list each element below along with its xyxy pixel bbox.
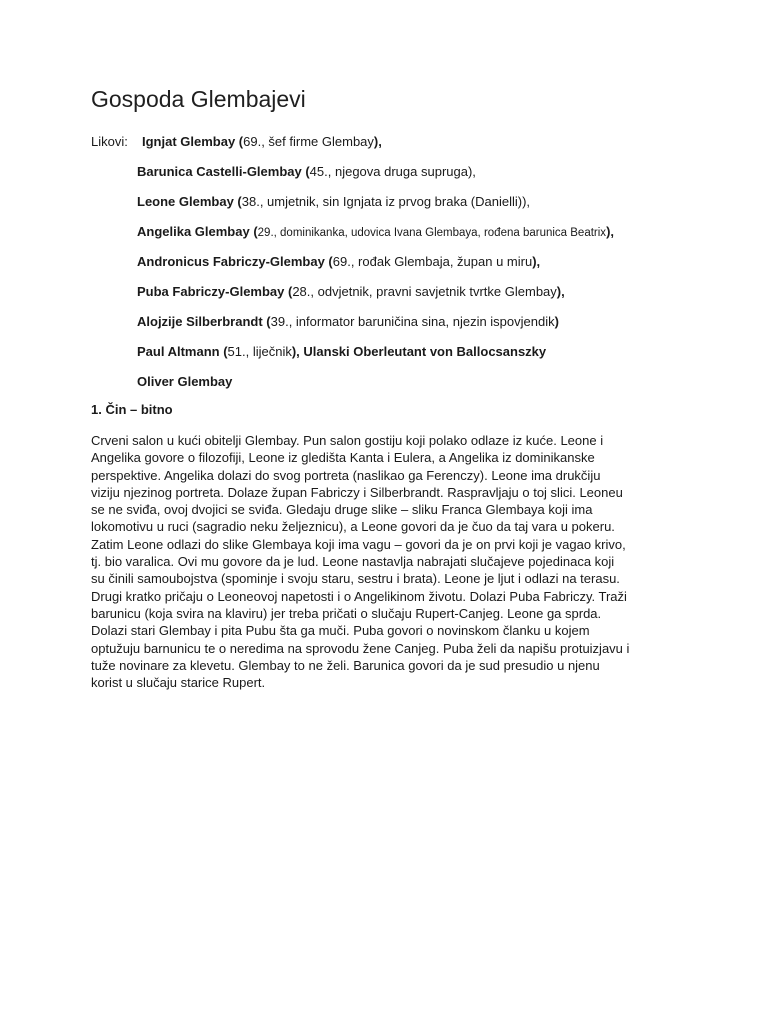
character-name: Alojzije Silberbrandt ( <box>137 314 271 329</box>
character-row <box>91 133 731 163</box>
character-entry <box>137 283 565 301</box>
paragraph-line: Crveni salon u kući obitelji Glembay. Pun salon gostiju koji polako odlaze iz kuće. Leone i <box>91 433 604 448</box>
paragraph-line: Drugi kratko pričaju o Leoneovoj napetosti i o Angelikinom životu. Dolazi Puba Fabriczy. Traži <box>91 588 627 604</box>
character-list <box>91 133 731 403</box>
character-row <box>91 163 731 193</box>
character-row <box>91 283 731 313</box>
character-entry <box>137 163 476 181</box>
character-row <box>91 373 731 403</box>
character-entry <box>137 193 530 211</box>
paragraph-line: tuže novinare za klevetu. Glembay to ne želi. Barunica govori da je sud presudio u njenu <box>91 657 600 673</box>
character-detail: 69., rođak Glembaja, župan u miru <box>332 254 533 269</box>
character-entry <box>137 313 559 331</box>
paragraph-line: optužuju barnunicu te o neredima na sprovodu žene Canjeg. Puba želi da napišu protuizjavu i <box>91 640 630 656</box>
body-paragraph <box>91 432 681 691</box>
character-name: Leone Glembay ( <box>137 194 242 209</box>
character-name: Ignjat Glembay ( <box>142 134 244 149</box>
paragraph-line: lokomotivu u ruci (sagradio neku željeznicu), a Leone govori da je čuo da taj vara u pokeru. <box>91 519 615 535</box>
paragraph-line: barunicu (koja svira na klaviru) jer treba pričati o slučaju Rupert-Canjeg. Leone ga sprda. <box>91 605 602 621</box>
character-end: ), <box>532 254 541 269</box>
character-detail: 69., šef firme Glembay <box>243 134 374 149</box>
characters-label: Likovi: <box>91 134 128 149</box>
section-heading: 1. Čin – bitno <box>91 402 173 417</box>
paragraph-line: korist u slučaju starice Rupert. <box>91 675 266 691</box>
document-title: Gospoda Glembajevi <box>91 86 306 112</box>
paragraph-line: viziju njezinog portreta. Dolaze župan Fabriczy i Silberbrandt. Raspravljaju o toj slici. Leoneu <box>91 484 623 500</box>
character-entry <box>137 253 540 271</box>
character-name: Angelika Glembay ( <box>137 224 258 239</box>
character-end: ), Ulanski Oberleutant von Ballocsanszky <box>291 344 547 359</box>
character-end: ) <box>554 314 559 329</box>
character-detail: 51., liječnik <box>227 344 292 359</box>
paragraph-line: Angelika govore o filozofiji, Leone iz gledišta Kanta i Eulera, a Angelika iz dominikanske <box>91 450 595 466</box>
character-entry <box>142 133 382 151</box>
character-name: Barunica Castelli-Glembay ( <box>137 164 310 179</box>
character-row <box>91 253 731 283</box>
character-detail: 28., odvjetnik, pravni savjetnik tvrtke Glembay <box>292 284 557 299</box>
character-row <box>91 313 731 343</box>
paragraph-line: su činili samoubojstva (spominje i svoju staru, sestru i brata). Leone je ljut i odlazi na terasu. <box>91 571 620 587</box>
paragraph-line: se ne sviđa, ovoj dvojici se sviđa. Gledaju druge slike – sliku Franca Glembaya koji ima <box>91 502 593 518</box>
character-detail: 39., informator baruničina sina, njezin ispovjendik <box>270 314 555 329</box>
paragraph-line: perspektive. Angelika dolazi do svog portreta (naslikao ga Ferenczy). Leone ima drukčiju <box>91 467 601 483</box>
paragraph-line: tj. bio varalica. Ovi mu govore da je lud. Leone nastavlja nabrajati slučajeve pojedinaca koji <box>91 554 615 570</box>
character-row <box>91 223 731 253</box>
character-end: ), <box>606 224 615 239</box>
character-name: Puba Fabriczy-Glembay ( <box>137 284 293 299</box>
character-name: Paul Altmann ( <box>137 344 228 359</box>
character-entry <box>137 343 546 361</box>
character-entry <box>137 373 232 391</box>
character-end: ), <box>373 134 382 149</box>
character-detail: 38., umjetnik, sin Ignjata iz prvog braka (Danielli)), <box>241 194 531 209</box>
paragraph-line: Dolazi stari Glembay i pita Pubu šta ga muči. Puba govori o novinskom članku u kojem <box>91 623 590 639</box>
character-row <box>91 193 731 223</box>
character-detail: 45., njegova druga supruga), <box>309 164 476 179</box>
character-row <box>91 343 731 373</box>
character-name: Oliver Glembay <box>137 374 233 389</box>
character-entry <box>137 223 614 242</box>
character-detail: 29., dominikanka, udovica Ivana Glembaya, rođena barunica Beatrix <box>257 227 607 239</box>
paragraph-line: Zatim Leone odlazi do slike Glembaya koji ima vagu – govori da je on prvi koji je vagao krivo, <box>91 536 626 552</box>
character-name: Andronicus Fabriczy-Glembay ( <box>137 254 333 269</box>
character-end: ), <box>556 284 565 299</box>
